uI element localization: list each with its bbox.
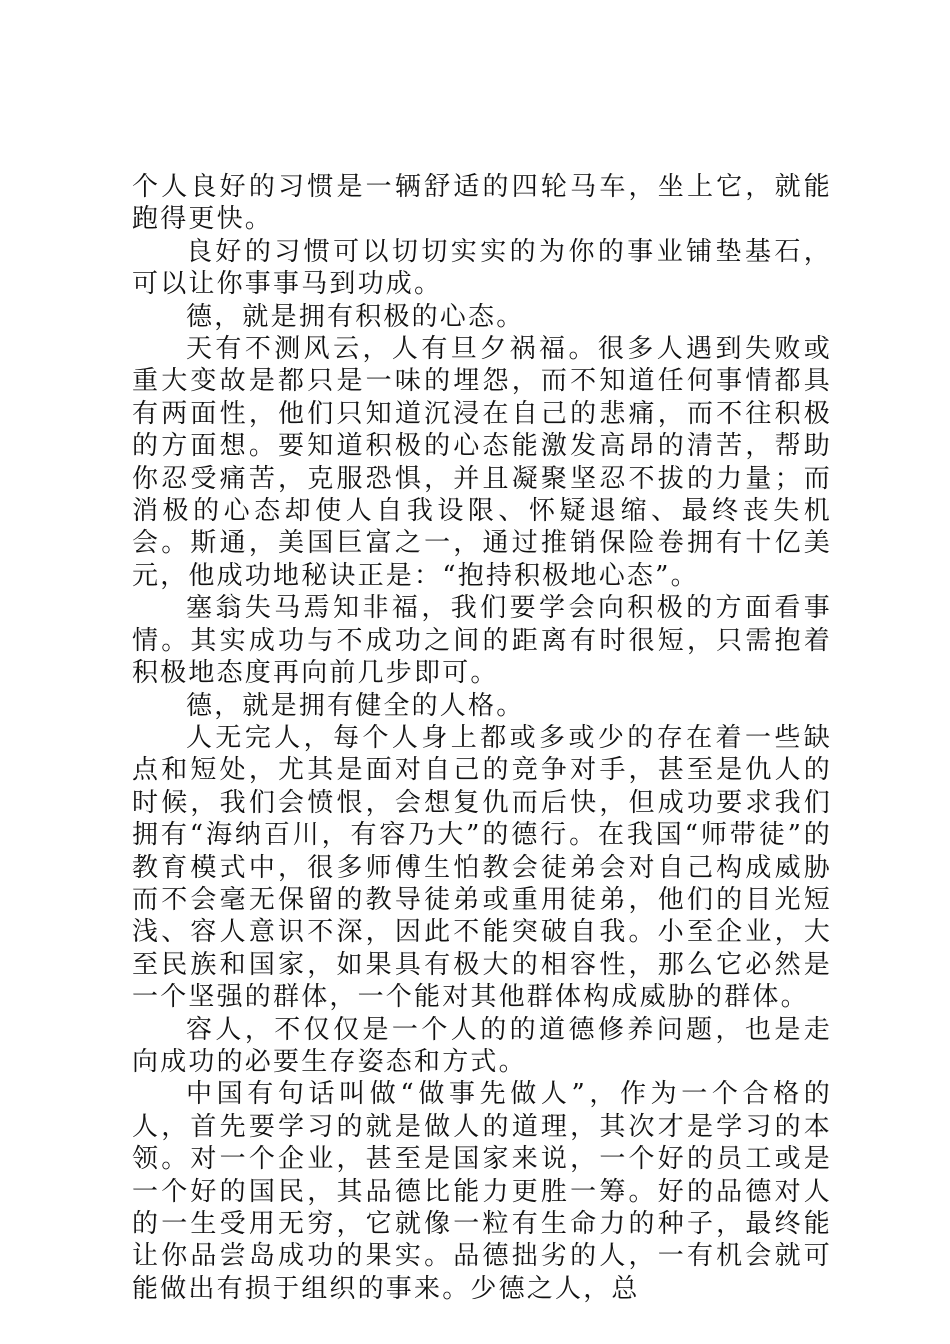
paragraph-1: 个人良好的习惯是一辆舒适的四轮马车，坐上它，就能跑得更快。 <box>132 172 832 235</box>
paragraph-4: 天有不测风云，人有旦夕祸福。很多人遇到失败或重大变故是都只是一味的埋怨，而不知道任何事情都具有两面性，他们只知道沉浸在自己的悲痛，而不往积极的方面想。要知道积极的心态能激发高昂的清苦，帮助你忍受痛苦，克服恐惧，并且凝聚坚忍不拔的力量；而消极的心态却使人自我设限、怀疑退缩、最终丧失机会。斯通，美国巨富之一，通过推销保险卷拥有十亿美元，他成功地秘诀正是：“抱持积极地心态”。 <box>132 334 832 591</box>
paragraph-7: 人无完人，每个人身上都或多或少的存在着一些缺点和短处，尤其是面对自己的竞争对手，甚至是仇人的时候，我们会愤恨，会想复仇而后快，但成功要求我们拥有“海纳百川，有容乃大”的德行。在我国“师带徒”的教育模式中，很多师傅生怕教会徒弟会对自己构成威胁而不会毫无保留的教导徒弟或重用徒弟，他们的目光短浅、容人意识不深，因此不能突破自我。小至企业，大至民族和国家，如果具有极大的相容性，那么它必然是一个坚强的群体，一个能对其他群体构成威胁的群体。 <box>132 722 832 1013</box>
paragraph-6: 德，就是拥有健全的人格。 <box>186 690 525 721</box>
paragraph-8: 容人，不仅仅是一个人的的道德修养问题，也是走向成功的必要生存姿态和方式。 <box>132 1014 832 1077</box>
paragraph-3: 德，就是拥有积极的心态。 <box>186 301 525 332</box>
paragraph-2: 良好的习惯可以切切实实的为你的事业铺垫基石，可以让你事事马到功成。 <box>132 236 832 300</box>
paragraph-5: 塞翁失马焉知非福，我们要学会向积极的方面看事情。其实成功与不成功之间的距离有时很短，只需抱着积极地态度再向前几步即可。 <box>132 593 832 689</box>
document-body <box>132 171 832 1305</box>
paragraph-9: 中国有句话叫做“做事先做人”，作为一个合格的人，首先要学习的就是做人的道理，其次才是学习的本领。对一个企业，甚至是国家来说，一个好的员工或是一个好的国民，其品德比能力更胜一筹。好的品德对人的一生受用无穷，它就像一粒有生命力的种子，最终能让你品尝岛成功的果实。品德拙劣的人，一有机会就可能做出有损于组织的事来。少德之人，总 <box>132 1079 832 1304</box>
